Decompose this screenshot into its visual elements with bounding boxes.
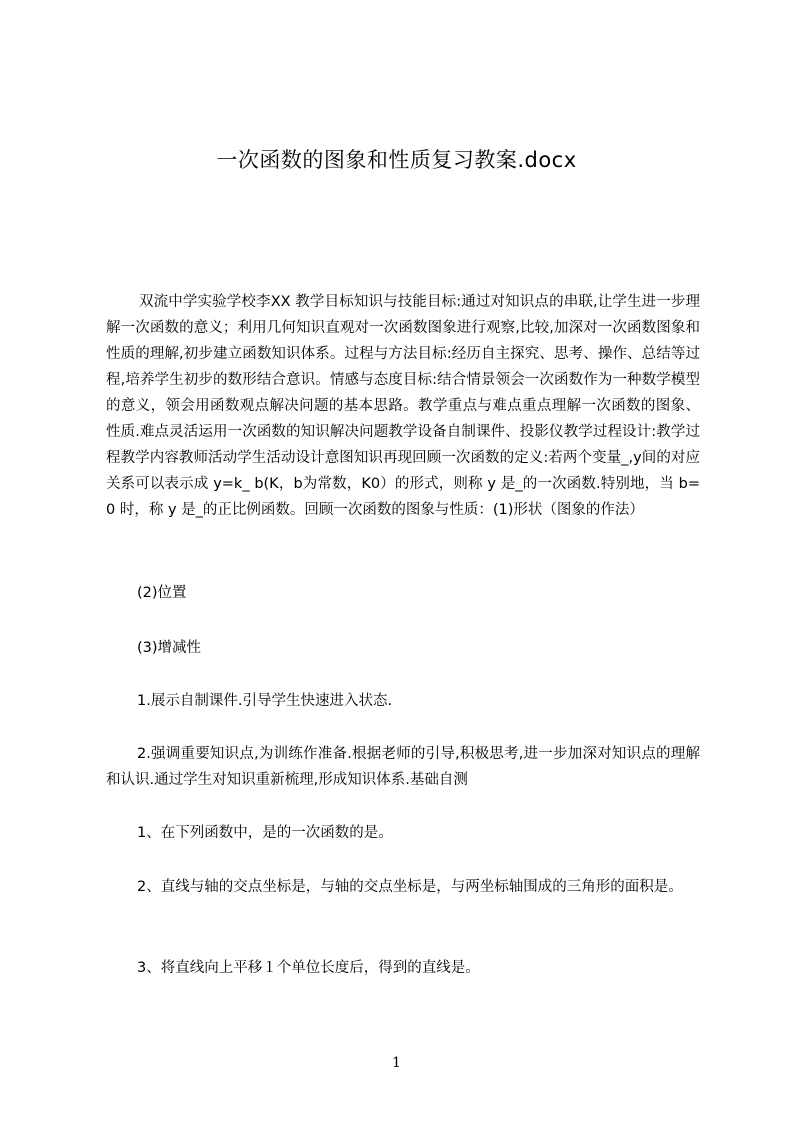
position-item: (2)位置 <box>137 585 187 601</box>
page-number: 1 <box>392 1055 401 1071</box>
monotonicity-item: (3)增减性 <box>137 640 202 656</box>
teacher-activity-2: 2.强调重要知识点,为训练作准备.根据老师的引导,积极思考,进一步加深对知识点的理解和认识.通过学生对知识重新梳理,形成知识体系.基础自测 <box>106 746 700 788</box>
teacher-activity-1: 1.展示自制课件.引导学生快速进入状态. <box>137 693 393 709</box>
document-title: 一次函数的图象和性质复习教案.docx <box>216 148 577 172</box>
intro-paragraph: 双流中学实验学校李XX 教学目标知识与技能目标:通过对知识点的串联,让学生进一步理解一次函数的意义；利用几何知识直观对一次函数图象进行观察,比较,加深对一次函数图象和性质的理解,初步建立函数知识体系。过程与方法目标:经历自主探究、思考、操作、总结等过程,培养学生初步的数形结合意识。情感与态度目标:结合情景领会一次函数作为一种数学模型的意义，领会用函数观点解决问题的基本思路。教学重点与难点重点理解一次函数的图象、性质.难点灵活运用一次函数的知识解决问题教学设备自制课件、投影仪教学过程设计:教学过程教学内容教师活动学生活动设计意图知识再现回顾一次函数的定义:若两个变量_,y间的对应关系可以表示成 y=k_ b(K，b为常数，K0）的形式，则称 y 是_的一次函数.特别地，当 b=0 时，称 y 是_的正比例函数。回顾一次函数的图象与性质：(1)形状（图象的作法） <box>106 294 700 518</box>
exercise-1: 1、在下列函数中，是的一次函数的是。 <box>137 825 393 841</box>
exercise-3: 3、将直线向上平移１个单位长度后，得到的直线是。 <box>137 960 480 976</box>
exercise-2: 2、直线与轴的交点坐标是，与轴的交点坐标是，与两坐标轴围成的三角形的面积是。 <box>137 879 683 895</box>
